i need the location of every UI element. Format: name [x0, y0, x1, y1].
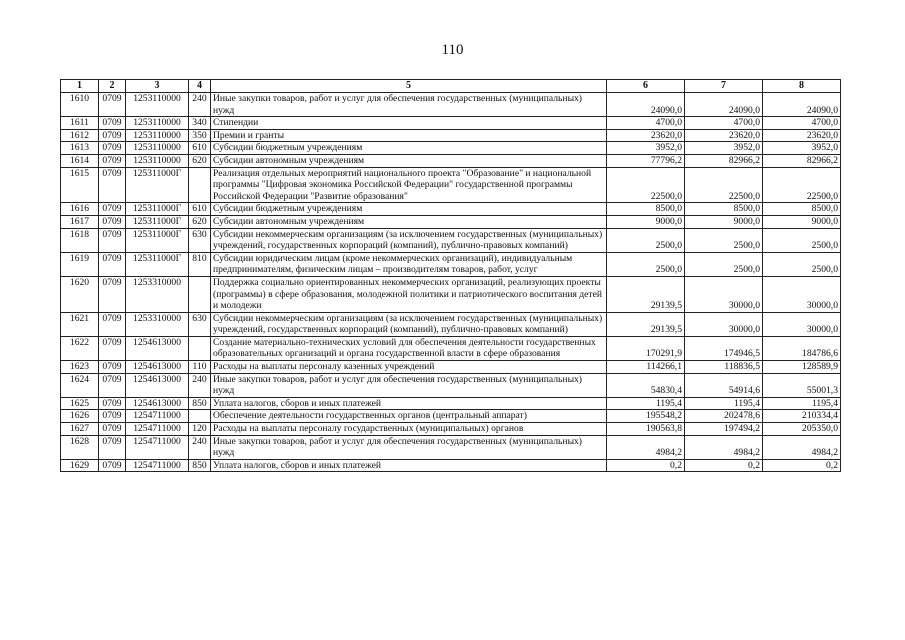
- table-row: [61, 203, 841, 216]
- row-number-cell: 1617: [61, 215, 99, 228]
- amount-col6-cell: 77796,2: [607, 154, 685, 167]
- budget-table: [60, 79, 841, 472]
- table-row: [61, 423, 841, 436]
- amount-col6-cell: 195548,2: [607, 410, 685, 423]
- row-number-cell: 1621: [61, 312, 99, 336]
- table-row: [61, 459, 841, 472]
- table-row: [61, 252, 841, 276]
- amount-col7-cell: 4984,2: [685, 435, 763, 459]
- amount-col8-cell: 8500,0: [763, 203, 841, 216]
- amount-col6-cell: 29139,5: [607, 276, 685, 312]
- amount-col7-cell: 82966,2: [685, 154, 763, 167]
- column-header: 4: [189, 80, 211, 93]
- table-body: [61, 93, 841, 472]
- target-code-cell: 1254711000: [126, 410, 189, 423]
- section-code-cell: 0709: [99, 142, 126, 155]
- amount-col7-cell: 24090,0: [685, 93, 763, 117]
- table-row: [61, 373, 841, 397]
- row-number-cell: 1618: [61, 228, 99, 252]
- amount-col8-cell: 30000,0: [763, 312, 841, 336]
- table-row: [61, 397, 841, 410]
- amount-col8-cell: 210334,4: [763, 410, 841, 423]
- amount-col8-cell: 9000,0: [763, 215, 841, 228]
- row-number-cell: 1615: [61, 167, 99, 203]
- table-row: [61, 117, 841, 130]
- row-number-cell: 1614: [61, 154, 99, 167]
- amount-col7-cell: 4700,0: [685, 117, 763, 130]
- column-header: 8: [763, 80, 841, 93]
- target-code-cell: 1254711000: [126, 423, 189, 436]
- row-number-cell: 1623: [61, 361, 99, 374]
- page-number: 110: [441, 42, 464, 58]
- target-code-cell: 1254613000: [126, 397, 189, 410]
- item-name-cell: Иные закупки товаров, работ и услуг для обеспечения государственных (муниципальных) нужд: [211, 93, 607, 117]
- expense-type-cell: 610: [189, 142, 211, 155]
- amount-col6-cell: 8500,0: [607, 203, 685, 216]
- amount-col7-cell: 30000,0: [685, 312, 763, 336]
- amount-col6-cell: 54830,4: [607, 373, 685, 397]
- row-number-cell: 1629: [61, 459, 99, 472]
- table-row: [61, 167, 841, 203]
- expense-type-cell: 240: [189, 373, 211, 397]
- section-code-cell: 0709: [99, 93, 126, 117]
- section-code-cell: 0709: [99, 459, 126, 472]
- amount-col7-cell: 22500,0: [685, 167, 763, 203]
- expense-type-cell: 350: [189, 129, 211, 142]
- column-header: 3: [126, 80, 189, 93]
- expense-type-cell: 110: [189, 361, 211, 374]
- amount-col6-cell: 4700,0: [607, 117, 685, 130]
- table-row: [61, 312, 841, 336]
- amount-col7-cell: 8500,0: [685, 203, 763, 216]
- target-code-cell: 125311000Г: [126, 215, 189, 228]
- target-code-cell: 125311000Г: [126, 228, 189, 252]
- table-row: [61, 129, 841, 142]
- row-number-cell: 1622: [61, 336, 99, 360]
- table-header-row: [61, 80, 841, 93]
- target-code-cell: 125311000Г: [126, 203, 189, 216]
- amount-col8-cell: 23620,0: [763, 129, 841, 142]
- target-code-cell: 1254711000: [126, 459, 189, 472]
- table-row: [61, 410, 841, 423]
- item-name-cell: Расходы на выплаты персоналу казенных учреждений: [211, 361, 607, 374]
- table-row: [61, 228, 841, 252]
- section-code-cell: 0709: [99, 117, 126, 130]
- section-code-cell: 0709: [99, 228, 126, 252]
- section-code-cell: 0709: [99, 361, 126, 374]
- item-name-cell: Создание материально-технических условий для обеспечения деятельности государственных образовательных организаций и органа государственной власти в сфере образования: [211, 336, 607, 360]
- table-row: [61, 93, 841, 117]
- target-code-cell: 1253310000: [126, 312, 189, 336]
- item-name-cell: Субсидии некоммерческим организациям (за исключением государственных (муниципальных) учреждений, государственных корпораций (компаний), публично-правовых компаний): [211, 228, 607, 252]
- section-code-cell: 0709: [99, 154, 126, 167]
- amount-col6-cell: 2500,0: [607, 252, 685, 276]
- amount-col6-cell: 9000,0: [607, 215, 685, 228]
- item-name-cell: Иные закупки товаров, работ и услуг для обеспечения государственных (муниципальных) нужд: [211, 435, 607, 459]
- target-code-cell: 1254613000: [126, 361, 189, 374]
- section-code-cell: 0709: [99, 336, 126, 360]
- expense-type-cell: 240: [189, 93, 211, 117]
- item-name-cell: Обеспечение деятельности государственных органов (центральный аппарат): [211, 410, 607, 423]
- expense-type-cell: 850: [189, 397, 211, 410]
- row-number-cell: 1611: [61, 117, 99, 130]
- section-code-cell: 0709: [99, 397, 126, 410]
- amount-col8-cell: 184786,6: [763, 336, 841, 360]
- amount-col7-cell: 118836,5: [685, 361, 763, 374]
- expense-type-cell: [189, 276, 211, 312]
- section-code-cell: 0709: [99, 215, 126, 228]
- row-number-cell: 1619: [61, 252, 99, 276]
- section-code-cell: 0709: [99, 129, 126, 142]
- expense-type-cell: [189, 410, 211, 423]
- amount-col7-cell: 3952,0: [685, 142, 763, 155]
- row-number-cell: 1612: [61, 129, 99, 142]
- amount-col8-cell: 3952,0: [763, 142, 841, 155]
- amount-col8-cell: 0,2: [763, 459, 841, 472]
- table-row: [61, 361, 841, 374]
- row-number-cell: 1613: [61, 142, 99, 155]
- item-name-cell: Субсидии автономным учреждениям: [211, 215, 607, 228]
- target-code-cell: 1253110000: [126, 142, 189, 155]
- target-code-cell: 125311000Г: [126, 252, 189, 276]
- table-row: [61, 276, 841, 312]
- expense-type-cell: [189, 167, 211, 203]
- row-number-cell: 1627: [61, 423, 99, 436]
- expense-type-cell: [189, 336, 211, 360]
- amount-col8-cell: 4700,0: [763, 117, 841, 130]
- target-code-cell: 1254711000: [126, 435, 189, 459]
- target-code-cell: 1253110000: [126, 117, 189, 130]
- amount-col8-cell: 2500,0: [763, 252, 841, 276]
- expense-type-cell: 240: [189, 435, 211, 459]
- row-number-cell: 1626: [61, 410, 99, 423]
- item-name-cell: Поддержка социально ориентированных некоммерческих организаций, реализующих проекты (программы) в сфере образования, молодежной политики и патриотического воспитания детей и молодежи: [211, 276, 607, 312]
- target-code-cell: 125311000Г: [126, 167, 189, 203]
- column-header: 2: [99, 80, 126, 93]
- table-row: [61, 154, 841, 167]
- section-code-cell: 0709: [99, 167, 126, 203]
- expense-type-cell: 630: [189, 228, 211, 252]
- expense-type-cell: 620: [189, 154, 211, 167]
- amount-col8-cell: 128589,9: [763, 361, 841, 374]
- row-number-cell: 1624: [61, 373, 99, 397]
- item-name-cell: Реализация отдельных мероприятий национального проекта "Образование" и национальной программы "Цифровая экономика Российской Федерации" государственной программы Российской Федерации "Развитие образования": [211, 167, 607, 203]
- amount-col6-cell: 1195,4: [607, 397, 685, 410]
- target-code-cell: 1254613000: [126, 336, 189, 360]
- item-name-cell: Расходы на выплаты персоналу государственных (муниципальных) органов: [211, 423, 607, 436]
- amount-col7-cell: 2500,0: [685, 252, 763, 276]
- column-header: 1: [61, 80, 99, 93]
- expense-type-cell: 850: [189, 459, 211, 472]
- amount-col6-cell: 0,2: [607, 459, 685, 472]
- section-code-cell: 0709: [99, 423, 126, 436]
- section-code-cell: 0709: [99, 410, 126, 423]
- amount-col7-cell: 54914,6: [685, 373, 763, 397]
- row-number-cell: 1616: [61, 203, 99, 216]
- amount-col6-cell: 24090,0: [607, 93, 685, 117]
- amount-col7-cell: 23620,0: [685, 129, 763, 142]
- item-name-cell: Уплата налогов, сборов и иных платежей: [211, 459, 607, 472]
- row-number-cell: 1620: [61, 276, 99, 312]
- target-code-cell: 1253110000: [126, 129, 189, 142]
- column-header: 6: [607, 80, 685, 93]
- target-code-cell: 1253110000: [126, 154, 189, 167]
- amount-col8-cell: 4984,2: [763, 435, 841, 459]
- amount-col7-cell: 30000,0: [685, 276, 763, 312]
- item-name-cell: Субсидии юридическим лицам (кроме некоммерческих организаций), индивидуальным предпринимателям, физическим лицам – производителям товаров, работ, услуг: [211, 252, 607, 276]
- amount-col8-cell: 30000,0: [763, 276, 841, 312]
- section-code-cell: 0709: [99, 435, 126, 459]
- amount-col8-cell: 205350,0: [763, 423, 841, 436]
- item-name-cell: Премии и гранты: [211, 129, 607, 142]
- item-name-cell: Уплата налогов, сборов и иных платежей: [211, 397, 607, 410]
- item-name-cell: Иные закупки товаров, работ и услуг для обеспечения государственных (муниципальных) нужд: [211, 373, 607, 397]
- amount-col6-cell: 23620,0: [607, 129, 685, 142]
- section-code-cell: 0709: [99, 203, 126, 216]
- target-code-cell: 1253110000: [126, 93, 189, 117]
- table-row: [61, 215, 841, 228]
- amount-col8-cell: 22500,0: [763, 167, 841, 203]
- expense-type-cell: 630: [189, 312, 211, 336]
- amount-col8-cell: 55001,3: [763, 373, 841, 397]
- item-name-cell: Субсидии бюджетным учреждениям: [211, 203, 607, 216]
- amount-col8-cell: 1195,4: [763, 397, 841, 410]
- expense-type-cell: 810: [189, 252, 211, 276]
- amount-col6-cell: 3952,0: [607, 142, 685, 155]
- section-code-cell: 0709: [99, 312, 126, 336]
- row-number-cell: 1625: [61, 397, 99, 410]
- column-header: 5: [211, 80, 607, 93]
- expense-type-cell: 340: [189, 117, 211, 130]
- item-name-cell: Субсидии бюджетным учреждениям: [211, 142, 607, 155]
- item-name-cell: Стипендии: [211, 117, 607, 130]
- amount-col6-cell: 22500,0: [607, 167, 685, 203]
- amount-col7-cell: 9000,0: [685, 215, 763, 228]
- item-name-cell: Субсидии некоммерческим организациям (за исключением государственных (муниципальных) учреждений, государственных корпораций (компаний), публично-правовых компаний): [211, 312, 607, 336]
- section-code-cell: 0709: [99, 373, 126, 397]
- amount-col7-cell: 197494,2: [685, 423, 763, 436]
- column-header: 7: [685, 80, 763, 93]
- table-row: [61, 336, 841, 360]
- amount-col7-cell: 0,2: [685, 459, 763, 472]
- table-row: [61, 142, 841, 155]
- item-name-cell: Субсидии автономным учреждениям: [211, 154, 607, 167]
- amount-col7-cell: 1195,4: [685, 397, 763, 410]
- amount-col6-cell: 190563,8: [607, 423, 685, 436]
- amount-col6-cell: 4984,2: [607, 435, 685, 459]
- amount-col8-cell: 2500,0: [763, 228, 841, 252]
- amount-col6-cell: 114266,1: [607, 361, 685, 374]
- row-number-cell: 1628: [61, 435, 99, 459]
- amount-col6-cell: 170291,9: [607, 336, 685, 360]
- section-code-cell: 0709: [99, 276, 126, 312]
- target-code-cell: 1254613000: [126, 373, 189, 397]
- section-code-cell: 0709: [99, 252, 126, 276]
- table-row: [61, 435, 841, 459]
- expense-type-cell: 610: [189, 203, 211, 216]
- target-code-cell: 1253310000: [126, 276, 189, 312]
- expense-type-cell: 620: [189, 215, 211, 228]
- amount-col6-cell: 2500,0: [607, 228, 685, 252]
- row-number-cell: 1610: [61, 93, 99, 117]
- expense-type-cell: 120: [189, 423, 211, 436]
- amount-col7-cell: 2500,0: [685, 228, 763, 252]
- amount-col6-cell: 29139,5: [607, 312, 685, 336]
- amount-col7-cell: 174946,5: [685, 336, 763, 360]
- amount-col8-cell: 24090,0: [763, 93, 841, 117]
- amount-col7-cell: 202478,6: [685, 410, 763, 423]
- amount-col8-cell: 82966,2: [763, 154, 841, 167]
